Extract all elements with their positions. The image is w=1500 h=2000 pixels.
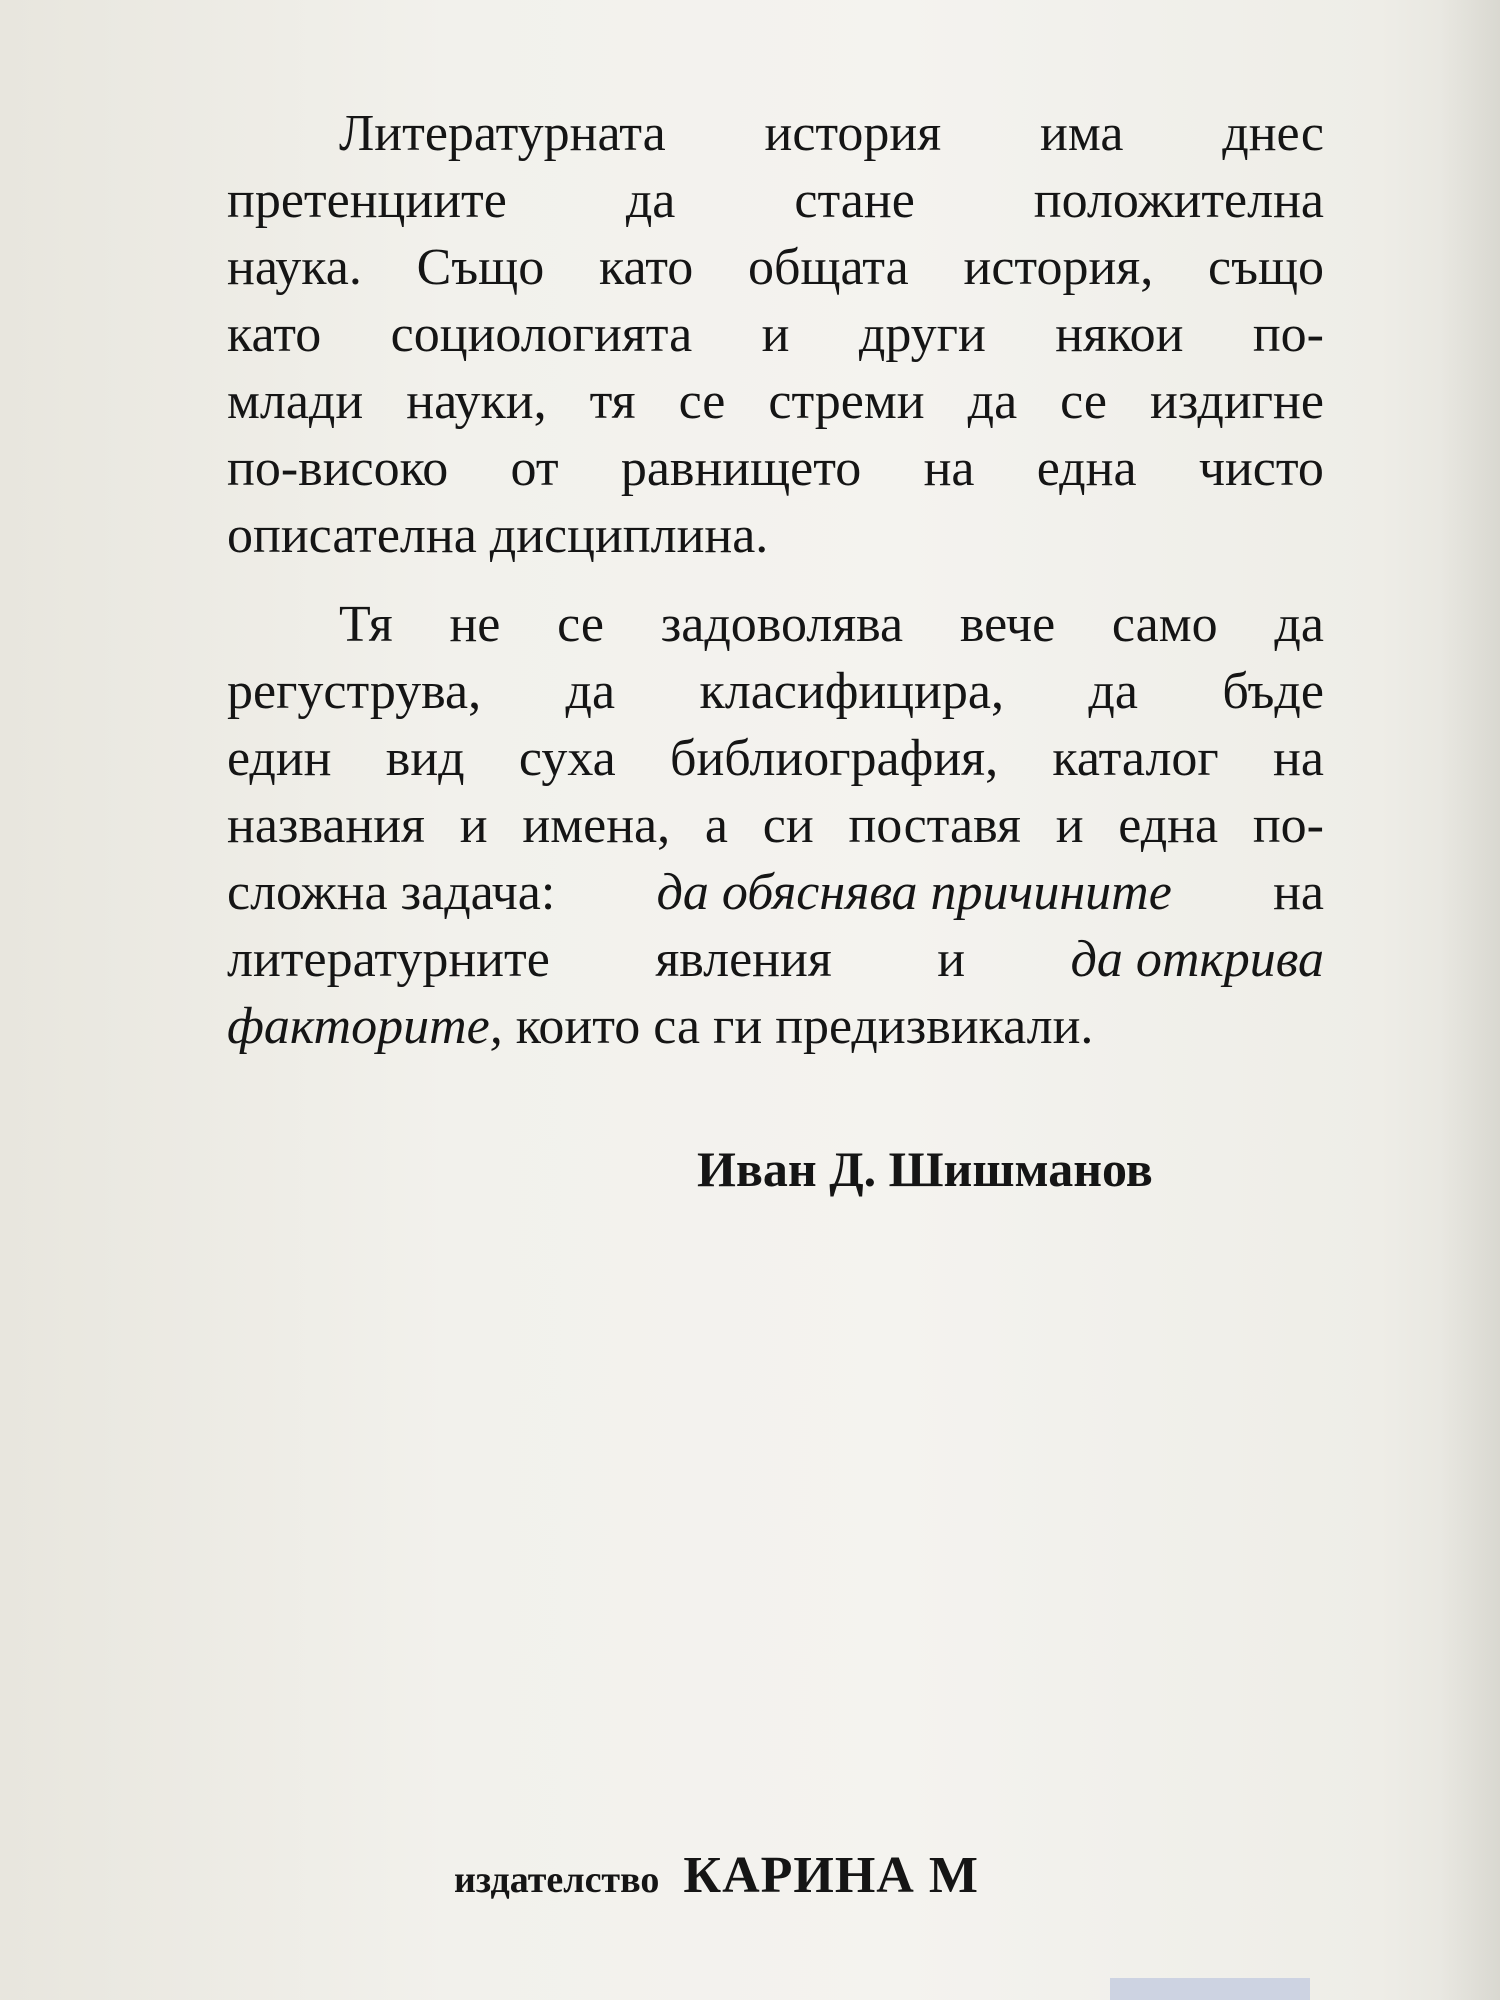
publisher-name: КАРИНА М <box>683 1847 979 1904</box>
text-line: по-високо от равнището на една чисто <box>227 440 1324 497</box>
publisher-label: издателство <box>454 1859 660 1901</box>
author-signature: Иван Д. Шишманов <box>697 1141 1153 1197</box>
paragraph-gap <box>227 569 1324 591</box>
publisher-imprint <box>454 1846 979 1905</box>
text-line: названия и имена, а си поставя и една по- <box>227 797 1324 854</box>
corner-strip <box>1110 1978 1310 2000</box>
text-line: Литературната история има днес <box>339 105 1324 162</box>
page-edge-shadow <box>1440 0 1500 2000</box>
emphasis-text: да открива <box>1070 931 1324 988</box>
quote-text <box>227 100 1324 1060</box>
text-line: описателна дисциплина. <box>227 507 769 564</box>
text-line: регуструва, да класифицира, да бъде <box>227 663 1324 720</box>
text-line: наука. Също като общата история, също <box>227 239 1324 296</box>
text-line: един вид суха библиография, каталог на <box>227 730 1324 787</box>
text-line: сложна задача: да обяснява причините на <box>227 859 1324 926</box>
emphasis-text: да обяснява причините <box>656 864 1172 921</box>
text-line: Тя не се задоволява вече само да <box>339 596 1324 653</box>
text-line: факторите, които са ги предизвикали. <box>227 998 1094 1055</box>
text-line: претенциите да стане положителна <box>227 172 1324 229</box>
emphasis-text: факторите, <box>227 998 503 1055</box>
text-line: като социологията и други някои по- <box>227 306 1324 363</box>
text-line: литературните явления и да открива <box>227 926 1324 993</box>
text-line: млади науки, тя се стреми да се издигне <box>227 373 1324 430</box>
